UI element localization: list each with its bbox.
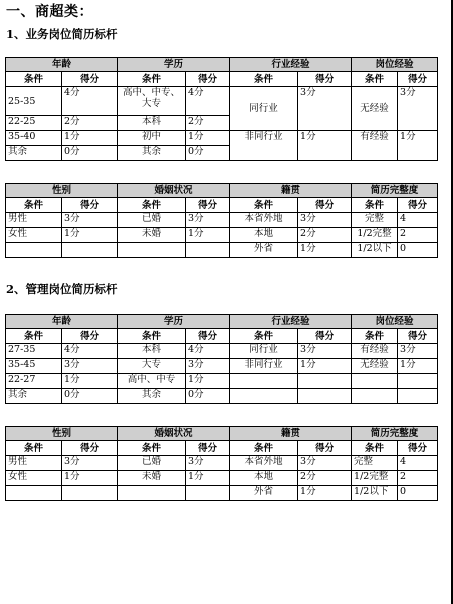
table-cell: 0 bbox=[398, 243, 438, 258]
group-header: 年龄 bbox=[6, 58, 118, 72]
table-cell: 同行业 bbox=[230, 87, 298, 131]
table-cell: 1分 bbox=[298, 486, 352, 501]
table-cell: 3分 bbox=[186, 359, 230, 374]
column-header: 条件 bbox=[352, 441, 398, 456]
group-header: 年龄 bbox=[6, 315, 118, 329]
column-header: 条件 bbox=[230, 198, 298, 213]
table-cell bbox=[186, 243, 230, 258]
table-cell: 3分 bbox=[298, 456, 352, 471]
table-cell: 本地 bbox=[230, 471, 298, 486]
table-cell: 0分 bbox=[186, 146, 230, 161]
column-header: 条件 bbox=[118, 72, 186, 87]
table-cell bbox=[398, 389, 438, 404]
table-cell: 3分 bbox=[62, 456, 118, 471]
table-cell: 27-35 bbox=[6, 344, 62, 359]
section-1-title: 1、业务岗位简历标杆 bbox=[6, 27, 118, 41]
group-header: 简历完整度 bbox=[352, 184, 438, 198]
table-cell: 3分 bbox=[298, 213, 352, 228]
column-header: 条件 bbox=[118, 441, 186, 456]
table-cell bbox=[398, 374, 438, 389]
table-cell bbox=[230, 374, 298, 389]
table-cell: 3分 bbox=[298, 87, 352, 131]
group-header: 岗位经验 bbox=[352, 58, 438, 72]
table-cell: 本地 bbox=[230, 228, 298, 243]
column-header: 得分 bbox=[62, 441, 118, 456]
group-header: 简历完整度 bbox=[352, 427, 438, 441]
table-cell: 2 bbox=[398, 228, 438, 243]
table-cell: 无经验 bbox=[352, 359, 398, 374]
group-header: 婚姻状况 bbox=[118, 184, 230, 198]
s2-table-2 bbox=[5, 426, 438, 501]
table-cell: 非同行业 bbox=[230, 359, 298, 374]
table-cell bbox=[62, 486, 118, 501]
column-header: 得分 bbox=[186, 72, 230, 87]
table-cell bbox=[186, 486, 230, 501]
column-header: 条件 bbox=[230, 72, 298, 87]
table-cell: 外省 bbox=[230, 243, 298, 258]
table-cell: 1分 bbox=[398, 131, 438, 161]
group-header: 行业经验 bbox=[230, 315, 352, 329]
column-header: 条件 bbox=[352, 198, 398, 213]
table-cell: 1分 bbox=[62, 131, 118, 146]
table-cell: 1/2以下 bbox=[352, 243, 398, 258]
table-cell: 已婚 bbox=[118, 213, 186, 228]
s2-table-1 bbox=[5, 314, 438, 404]
table-cell: 非同行业 bbox=[230, 131, 298, 161]
table-cell: 1分 bbox=[398, 359, 438, 374]
table-cell: 无经验 bbox=[352, 87, 398, 131]
table-cell: 4分 bbox=[186, 344, 230, 359]
table-cell bbox=[6, 243, 62, 258]
table-cell: 3分 bbox=[62, 213, 118, 228]
table-cell: 高中、中专 bbox=[118, 374, 186, 389]
table-cell: 同行业 bbox=[230, 344, 298, 359]
column-header: 得分 bbox=[62, 329, 118, 344]
group-header: 籍贯 bbox=[230, 184, 352, 198]
table-cell: 有经验 bbox=[352, 344, 398, 359]
s1-table-1 bbox=[5, 57, 438, 161]
column-header: 条件 bbox=[352, 72, 398, 87]
column-header: 得分 bbox=[186, 441, 230, 456]
table-cell bbox=[230, 389, 298, 404]
column-header: 得分 bbox=[298, 441, 352, 456]
table-cell: 4 bbox=[398, 213, 438, 228]
table-cell: 1分 bbox=[62, 374, 118, 389]
column-header: 条件 bbox=[6, 72, 62, 87]
table-cell: 大专 bbox=[118, 359, 186, 374]
table-cell bbox=[298, 389, 352, 404]
table-cell: 1/2完整 bbox=[352, 228, 398, 243]
table-cell: 2分 bbox=[298, 471, 352, 486]
table-cell: 本科 bbox=[118, 344, 186, 359]
table-cell: 3分 bbox=[62, 359, 118, 374]
table-cell: 其余 bbox=[118, 146, 186, 161]
table-cell: 1/2以下 bbox=[352, 486, 398, 501]
table-cell bbox=[352, 374, 398, 389]
table-cell: 4分 bbox=[186, 87, 230, 116]
section-2-title: 2、管理岗位简历标杆 bbox=[6, 282, 118, 296]
column-header: 条件 bbox=[6, 441, 62, 456]
table-cell bbox=[352, 389, 398, 404]
group-header: 婚姻状况 bbox=[118, 427, 230, 441]
table-cell: 已婚 bbox=[118, 456, 186, 471]
table-cell: 1分 bbox=[186, 228, 230, 243]
table-cell: 初中 bbox=[118, 131, 186, 146]
table-cell: 3分 bbox=[186, 456, 230, 471]
column-header: 条件 bbox=[230, 329, 298, 344]
column-header: 得分 bbox=[398, 329, 438, 344]
table-cell: 1分 bbox=[62, 228, 118, 243]
table-cell: 1分 bbox=[62, 471, 118, 486]
column-header: 得分 bbox=[298, 198, 352, 213]
table-cell bbox=[62, 243, 118, 258]
table-cell: 1分 bbox=[298, 243, 352, 258]
group-header: 籍贯 bbox=[230, 427, 352, 441]
table-cell: 2 bbox=[398, 471, 438, 486]
group-header: 学历 bbox=[118, 58, 230, 72]
table-cell: 4 bbox=[398, 456, 438, 471]
table-cell: 本省外地 bbox=[230, 456, 298, 471]
table-cell: 外省 bbox=[230, 486, 298, 501]
column-header: 条件 bbox=[6, 198, 62, 213]
table-cell: 0分 bbox=[62, 389, 118, 404]
group-header: 性别 bbox=[6, 184, 118, 198]
table-cell: 高中、中专、大专 bbox=[118, 87, 186, 116]
table-cell: 本科 bbox=[118, 116, 186, 131]
table-cell bbox=[118, 486, 186, 501]
table-cell: 其余 bbox=[6, 389, 62, 404]
table-cell: 35-40 bbox=[6, 131, 62, 146]
s1-table-2 bbox=[5, 183, 438, 258]
table-cell: 3分 bbox=[298, 344, 352, 359]
table-cell: 1分 bbox=[186, 131, 230, 146]
table-cell: 女性 bbox=[6, 471, 62, 486]
table-cell: 完整 bbox=[352, 456, 398, 471]
table-cell: 1分 bbox=[298, 359, 352, 374]
table-cell: 1分 bbox=[186, 471, 230, 486]
table-cell: 1分 bbox=[298, 131, 352, 161]
table-cell: 0 bbox=[398, 486, 438, 501]
column-header: 得分 bbox=[298, 329, 352, 344]
table-cell: 2分 bbox=[298, 228, 352, 243]
table-cell: 本省外地 bbox=[230, 213, 298, 228]
column-header: 条件 bbox=[118, 198, 186, 213]
table-cell bbox=[298, 374, 352, 389]
table-cell: 完整 bbox=[352, 213, 398, 228]
table-cell: 1/2完整 bbox=[352, 471, 398, 486]
table-cell: 女性 bbox=[6, 228, 62, 243]
table-cell: 其余 bbox=[118, 389, 186, 404]
table-cell: 25-35 bbox=[6, 87, 62, 116]
table-cell: 4分 bbox=[62, 87, 118, 116]
table-cell: 22-27 bbox=[6, 374, 62, 389]
table-cell bbox=[118, 243, 186, 258]
table-cell: 男性 bbox=[6, 213, 62, 228]
column-header: 条件 bbox=[118, 329, 186, 344]
table-cell: 2分 bbox=[186, 116, 230, 131]
table-cell: 未婚 bbox=[118, 471, 186, 486]
table-cell: 22-25 bbox=[6, 116, 62, 131]
table-cell: 3分 bbox=[398, 344, 438, 359]
table-cell: 3分 bbox=[398, 87, 438, 131]
column-header: 得分 bbox=[398, 441, 438, 456]
table-cell: 35-45 bbox=[6, 359, 62, 374]
group-header: 性别 bbox=[6, 427, 118, 441]
group-header: 学历 bbox=[118, 315, 230, 329]
group-header: 行业经验 bbox=[230, 58, 352, 72]
column-header: 条件 bbox=[352, 329, 398, 344]
column-header: 条件 bbox=[6, 329, 62, 344]
main-heading: 一、商超类： bbox=[6, 4, 93, 20]
table-cell: 0分 bbox=[62, 146, 118, 161]
column-header: 得分 bbox=[298, 72, 352, 87]
group-header: 岗位经验 bbox=[352, 315, 438, 329]
column-header: 得分 bbox=[62, 198, 118, 213]
table-cell: 未婚 bbox=[118, 228, 186, 243]
table-cell: 1分 bbox=[186, 374, 230, 389]
column-header: 得分 bbox=[186, 198, 230, 213]
table-cell: 3分 bbox=[186, 213, 230, 228]
column-header: 得分 bbox=[398, 198, 438, 213]
table-cell: 0分 bbox=[186, 389, 230, 404]
column-header: 得分 bbox=[398, 72, 438, 87]
table-cell: 其余 bbox=[6, 146, 62, 161]
table-cell: 男性 bbox=[6, 456, 62, 471]
table-cell: 2分 bbox=[62, 116, 118, 131]
column-header: 得分 bbox=[62, 72, 118, 87]
table-cell: 4分 bbox=[62, 344, 118, 359]
table-cell bbox=[6, 486, 62, 501]
table-cell: 有经验 bbox=[352, 131, 398, 161]
column-header: 条件 bbox=[230, 441, 298, 456]
column-header: 得分 bbox=[186, 329, 230, 344]
